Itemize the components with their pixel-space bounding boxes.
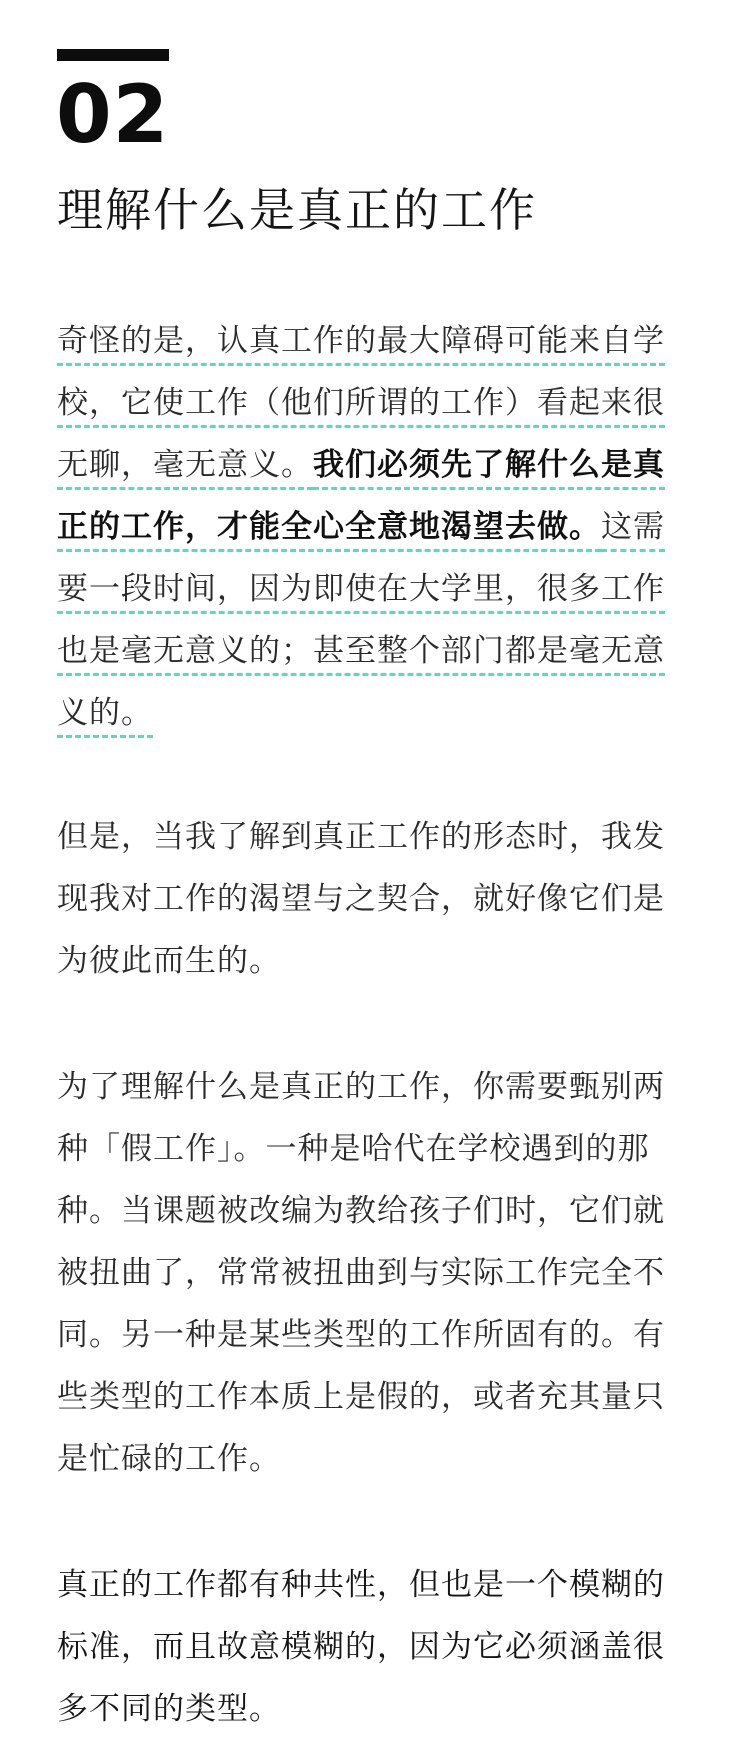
section-title: 理解什么是真正的工作 [57, 183, 537, 237]
section-number: 02 [56, 68, 170, 161]
paragraph-4: 真正的工作都有种共性，但也是一个模糊的标准，而且故意模糊的，因为它必须涵盖很多不同的类型。 [57, 1567, 665, 1727]
paragraph-2: 但是，当我了解到真正工作的形态时，我发现我对工作的渴望与之契合，就好像它们是为彼此而生的。 [57, 819, 665, 979]
paragraph-1-text-b: 这需要一段时间，因为即使在大学里，很多工作也是毫无意义的；甚至整个部门都是毫无意义的。 [57, 509, 665, 731]
paragraph-3: 为了理解什么是真正的工作，你需要甄别两种「假工作」。一种是哈代在学校遇到的那种。当课题被改编为教给孩子们时，它们就被扭曲了，常常被扭曲到与实际工作完全不同。另一种是某些类型的工作所固有的。有些类型的工作本质上是假的，或者充其量只是忙碌的工作。 [57, 1069, 665, 1477]
paragraph-1 [57, 310, 693, 744]
paragraph-1-text-a: 奇怪的是，认真工作的最大障碍可能来自学校，它使工作（他们所谓的工作）看起来很无聊，毫无意义。 [57, 323, 665, 483]
paragraph-1-bold-text: 我们必须先了解什么是真正的工作，才能全心全意地渴望去做。 [57, 447, 665, 545]
highlighted-text [57, 323, 665, 731]
section-accent-bar [57, 49, 169, 61]
